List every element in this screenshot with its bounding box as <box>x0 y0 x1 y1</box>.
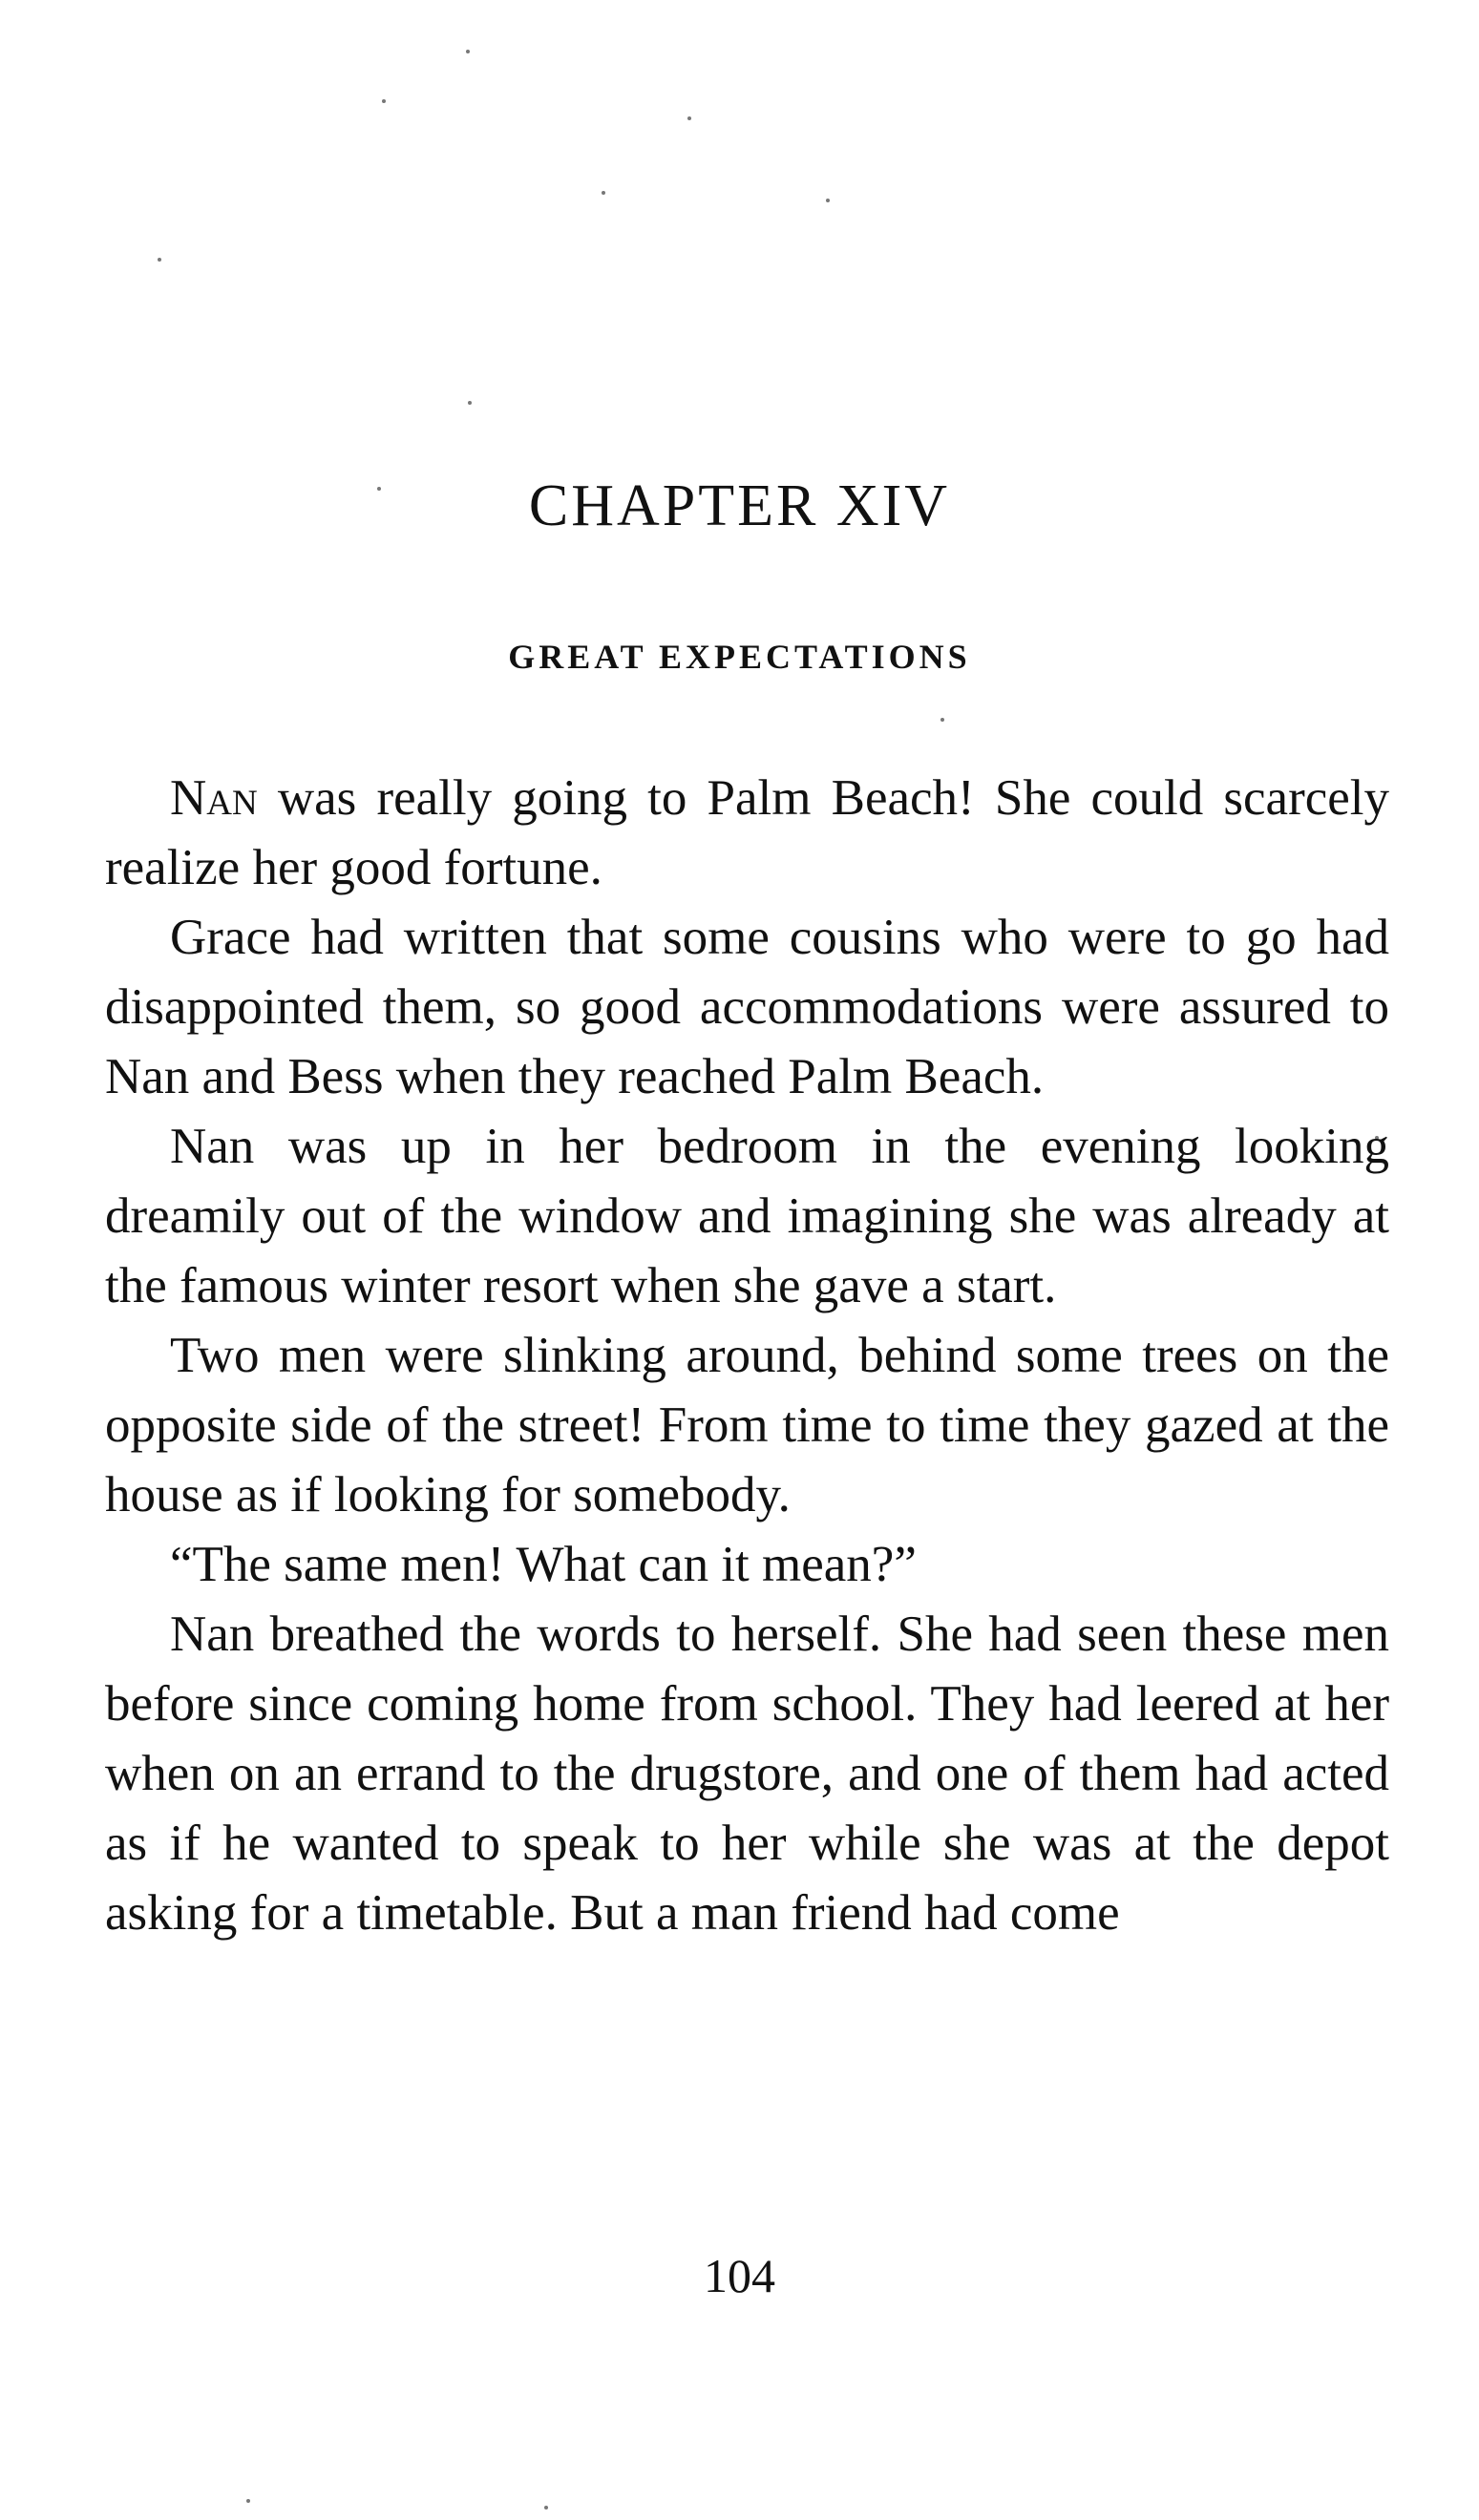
chapter-number: CHAPTER XIV <box>528 473 951 538</box>
paragraph-text: was really going to Palm Beach! She could scarcely realize her good fortune. <box>105 770 1389 895</box>
print-speck <box>382 99 386 103</box>
paragraph: Grace had written that some cousins who were to go had disappointed them, so good accommodations were assured to Nan and Bess when they reached Palm Beach. <box>105 910 1389 1104</box>
body-text <box>105 764 1389 1948</box>
print-speck <box>602 191 605 195</box>
print-speck <box>826 199 830 202</box>
print-speck <box>544 2506 548 2510</box>
paragraph: Two men were slinking around, behind some trees on the opposite side of the street! From time to time they gazed at the house as if looking for somebody. <box>105 1328 1389 1522</box>
paragraph <box>105 764 1389 903</box>
page-number: 104 <box>704 2249 775 2302</box>
paragraph-lead: Nan <box>170 770 258 826</box>
paragraph: Nan was up in her bedroom in the evening looking dreamily out of the window and imagining she was already at the famous winter resort when she gave a start. <box>105 1119 1389 1313</box>
print-speck <box>940 718 944 722</box>
print-speck <box>158 258 161 262</box>
print-speck <box>468 401 472 405</box>
paragraph: “The same men! What can it mean?” <box>170 1537 917 1592</box>
print-speck <box>466 50 470 53</box>
paragraph: Nan breathed the words to herself. She had seen these men before since coming home from school. They had leered at her when on an errand to the drugstore, and one of them had acted as if he wanted to speak to her while she was at the depot asking for a timetable. But a man friend had come <box>105 1606 1389 1941</box>
print-speck <box>246 2499 250 2503</box>
chapter-title: GREAT EXPECTATIONS <box>508 638 971 676</box>
print-speck <box>687 116 691 120</box>
